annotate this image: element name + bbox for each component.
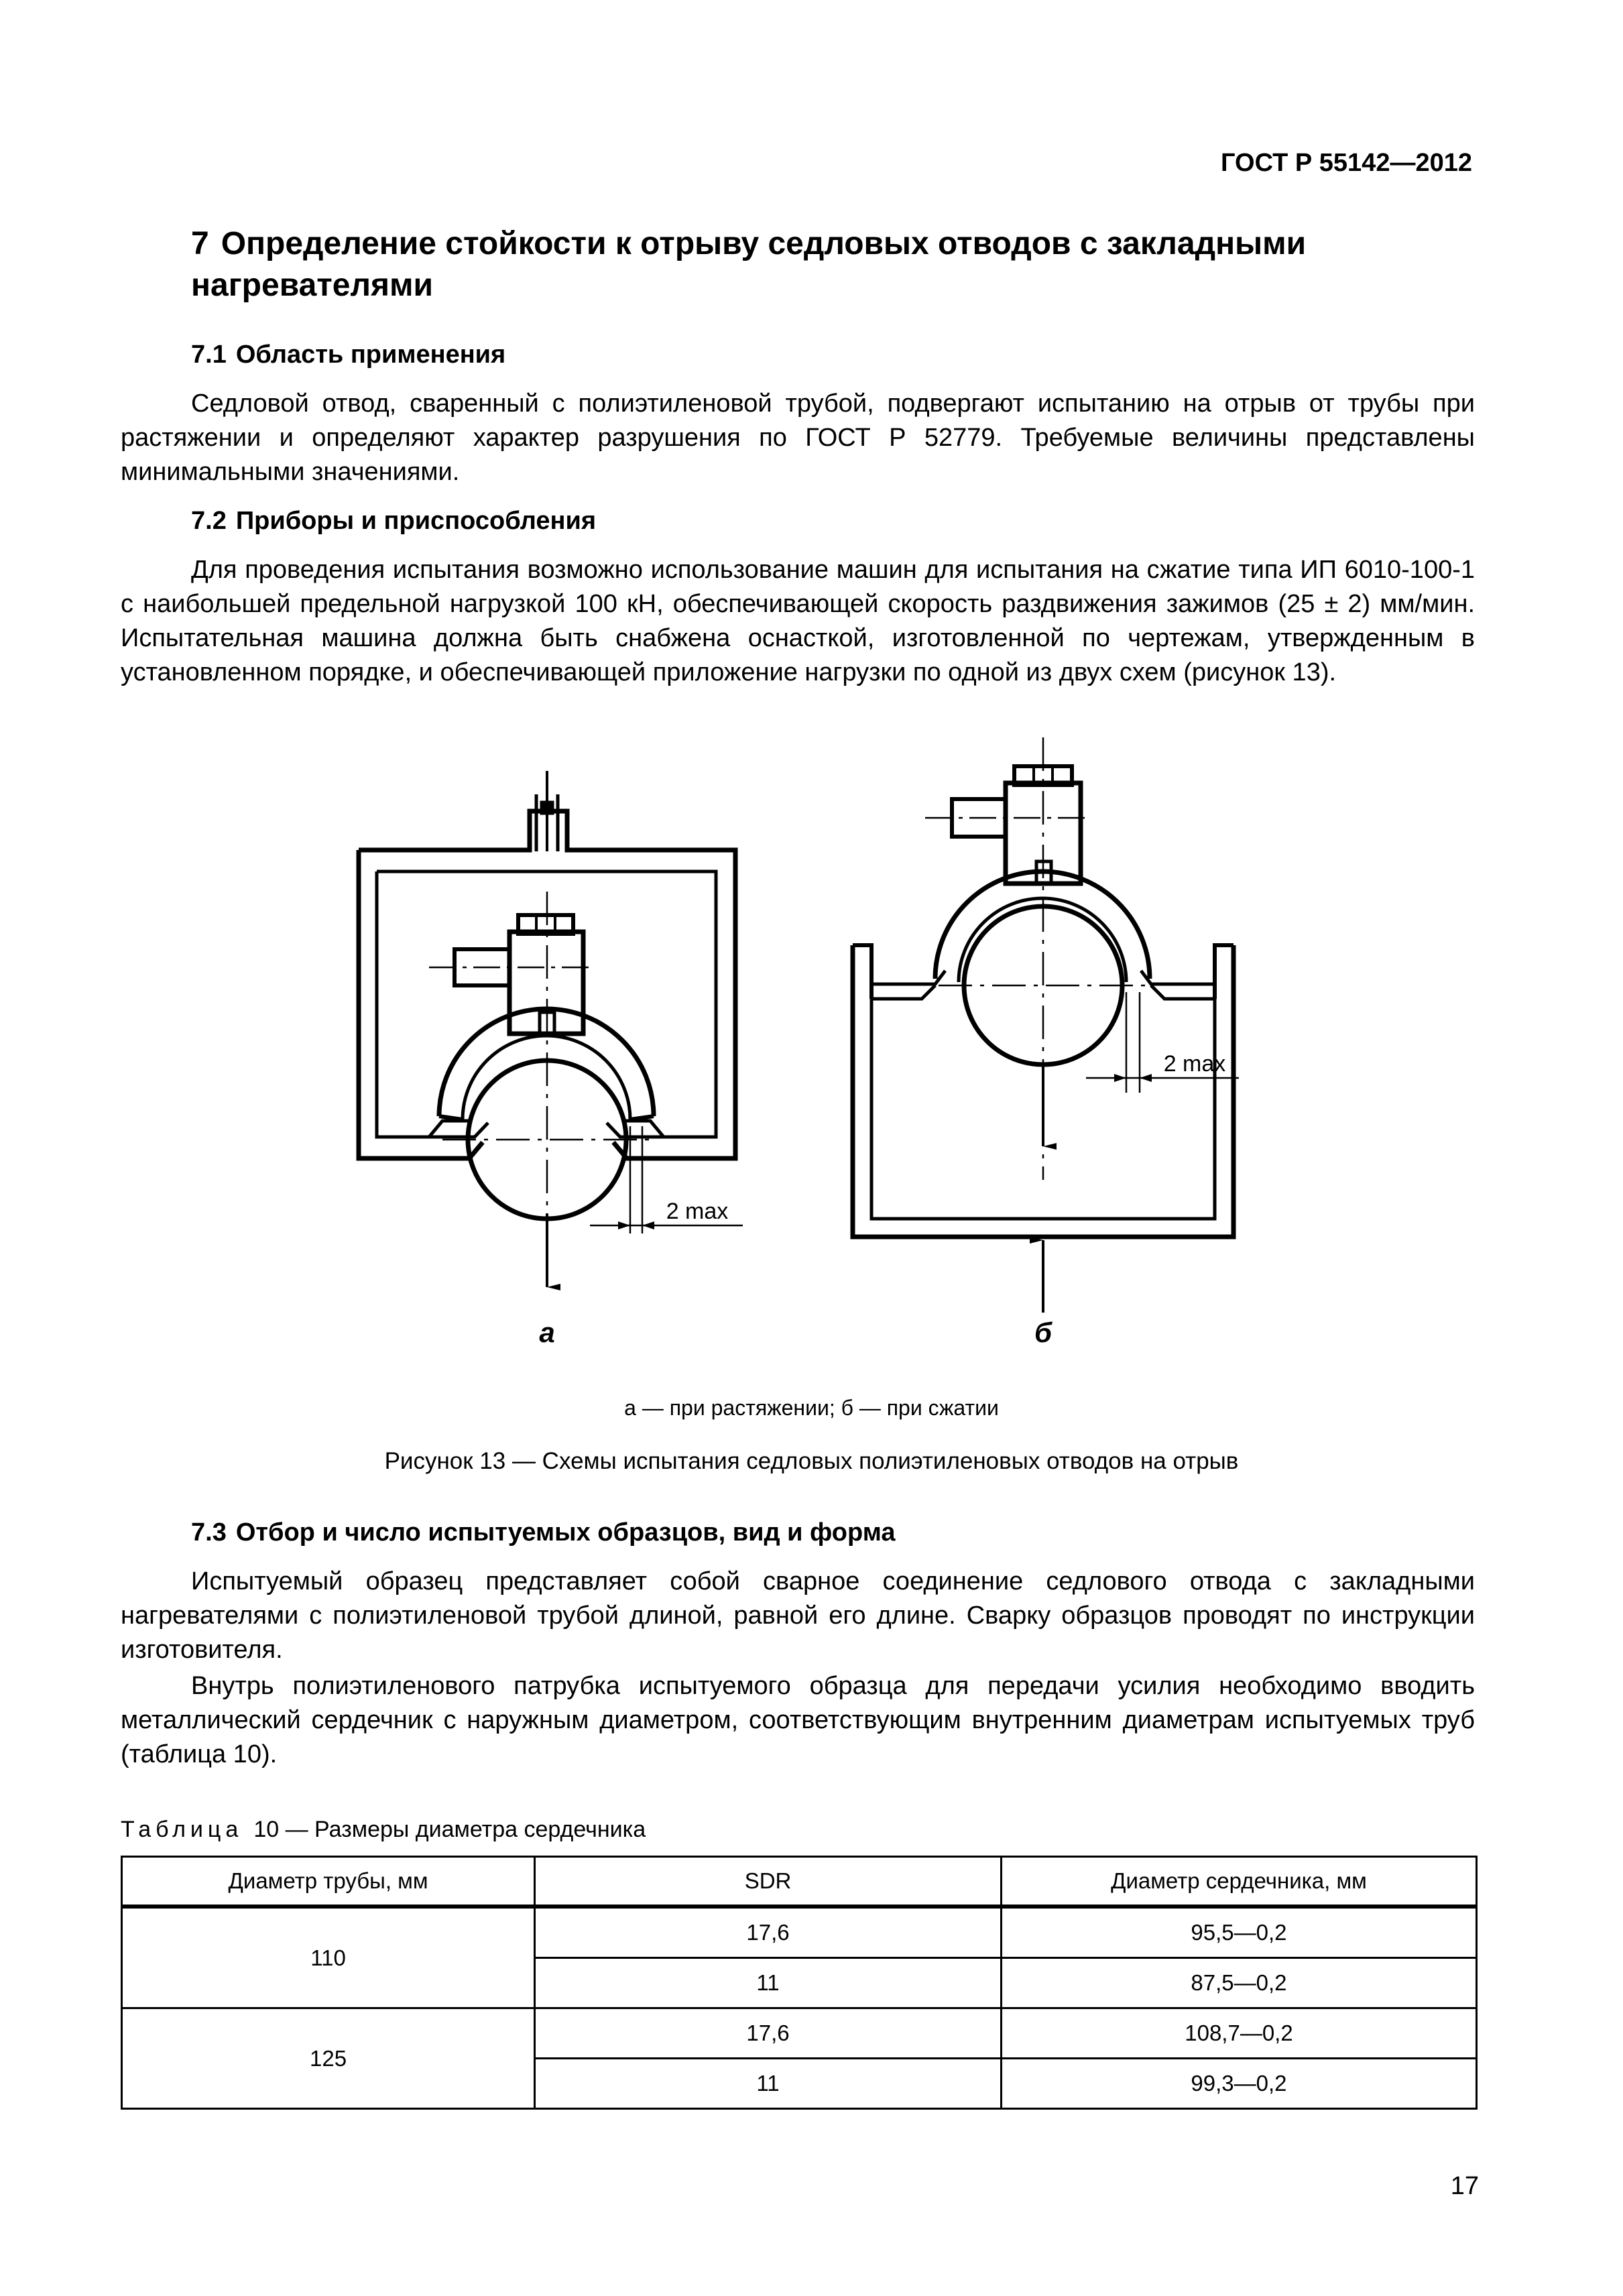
subsection-7-1-title: Область применения	[235, 341, 506, 369]
figure-legend: а — при растяжении; б — при сжатии	[624, 1396, 999, 1420]
table-title-word: Таблица	[121, 1817, 243, 1842]
page-number: 17	[1450, 2172, 1479, 2200]
subsection-7-3-number: 7.3	[191, 1518, 227, 1547]
scheme-b-dimension-label: 2 max	[1163, 1051, 1226, 1077]
subsection-7-2-text: Для проведения испытания возможно использование машин для испытания на сжатие типа ИП 6010-100-1 с наибольшей предельной нагрузкой 100 кН, обеспечивающей скорость раздвижения зажимов (25 ± 2) мм/мин. Испытательная машина должна быть снабжена оснасткой, изготовленной по чертежам, утвержденным в установленном порядке, и обеспечивающей приложение нагрузки по одной из двух схем (рисунок 13).	[121, 556, 1475, 686]
table-header-row	[122, 1857, 1477, 1907]
scheme-a-label: а	[539, 1317, 555, 1348]
header-core-diameter: Диаметр сердечника, мм	[1001, 1857, 1476, 1907]
figure-caption: Рисунок 13 — Схемы испытания седловых полиэтиленовых отводов на отрыв	[384, 1448, 1239, 1474]
sdr-cell: 17,6	[535, 1907, 1002, 1958]
subsection-7-2-number: 7.2	[191, 507, 227, 535]
subsection-7-1-number: 7.1	[191, 341, 227, 369]
core-diameter-cell: 87,5—0,2	[1001, 1958, 1476, 2008]
header-pipe-diameter: Диаметр трубы, мм	[122, 1857, 535, 1907]
sdr-cell: 11	[535, 1958, 1002, 2008]
core-diameter-cell: 99,3—0,2	[1001, 2059, 1476, 2109]
subsection-7-3-text-2: Внутрь полиэтиленового патрубка испытуемого образца для передачи усилия необходимо вводить металлический сердечник с наружным диаметром, соответствующим внутренним диаметрам испытуемых труб (таблица 10).	[121, 1672, 1475, 1768]
core-diameter-cell: 95,5—0,2	[1001, 1907, 1476, 1958]
section-title: Определение стойкости к отрыву седловых отводов с закладными нагревателями	[191, 226, 1307, 303]
section-number: 7	[191, 226, 209, 261]
scheme-a-dimension-label: 2 max	[666, 1199, 729, 1224]
subsection-7-3-text-1: Испытуемый образец представляет собой сварное соединение седлового отвода с закладными нагревателями с полиэтиленовой трубой длиной, равной его длине. Сварку образцов проводят по инструкции изготовителя.	[121, 1567, 1475, 1664]
scheme-b	[853, 737, 1239, 1313]
core-diameter-cell: 108,7—0,2	[1001, 2008, 1476, 2059]
subsection-7-1-text: Седловой отвод, сваренный с полиэтиленовой трубой, подвергают испытанию на отрыв от трубы при растяжении и определяют характер разрушения по ГОСТ Р 52779. Требуемые величины представлены минимальными значениями.	[121, 389, 1475, 486]
subsection-7-2-title: Приборы и приспособления	[235, 507, 596, 535]
standard-number: ГОСТ Р 55142—2012	[1221, 149, 1472, 177]
table-title	[121, 1817, 646, 1843]
core-diameter-table	[121, 1856, 1478, 2110]
pipe-diameter-cell: 110	[122, 1907, 535, 2008]
subsection-7-3-heading	[191, 1518, 895, 1547]
sdr-cell: 17,6	[535, 2008, 1002, 2059]
subsection-7-3-title: Отбор и число испытуемых образцов, вид и форма	[235, 1518, 896, 1547]
sdr-cell: 11	[535, 2059, 1002, 2109]
table-row	[122, 2008, 1477, 2059]
scheme-b-label: б	[1034, 1317, 1053, 1348]
table-title-text: 10 — Размеры диаметра сердечника	[253, 1817, 646, 1842]
pipe-diameter-cell: 125	[122, 2008, 535, 2109]
table-row	[122, 1907, 1477, 1958]
header-sdr: SDR	[535, 1857, 1002, 1907]
